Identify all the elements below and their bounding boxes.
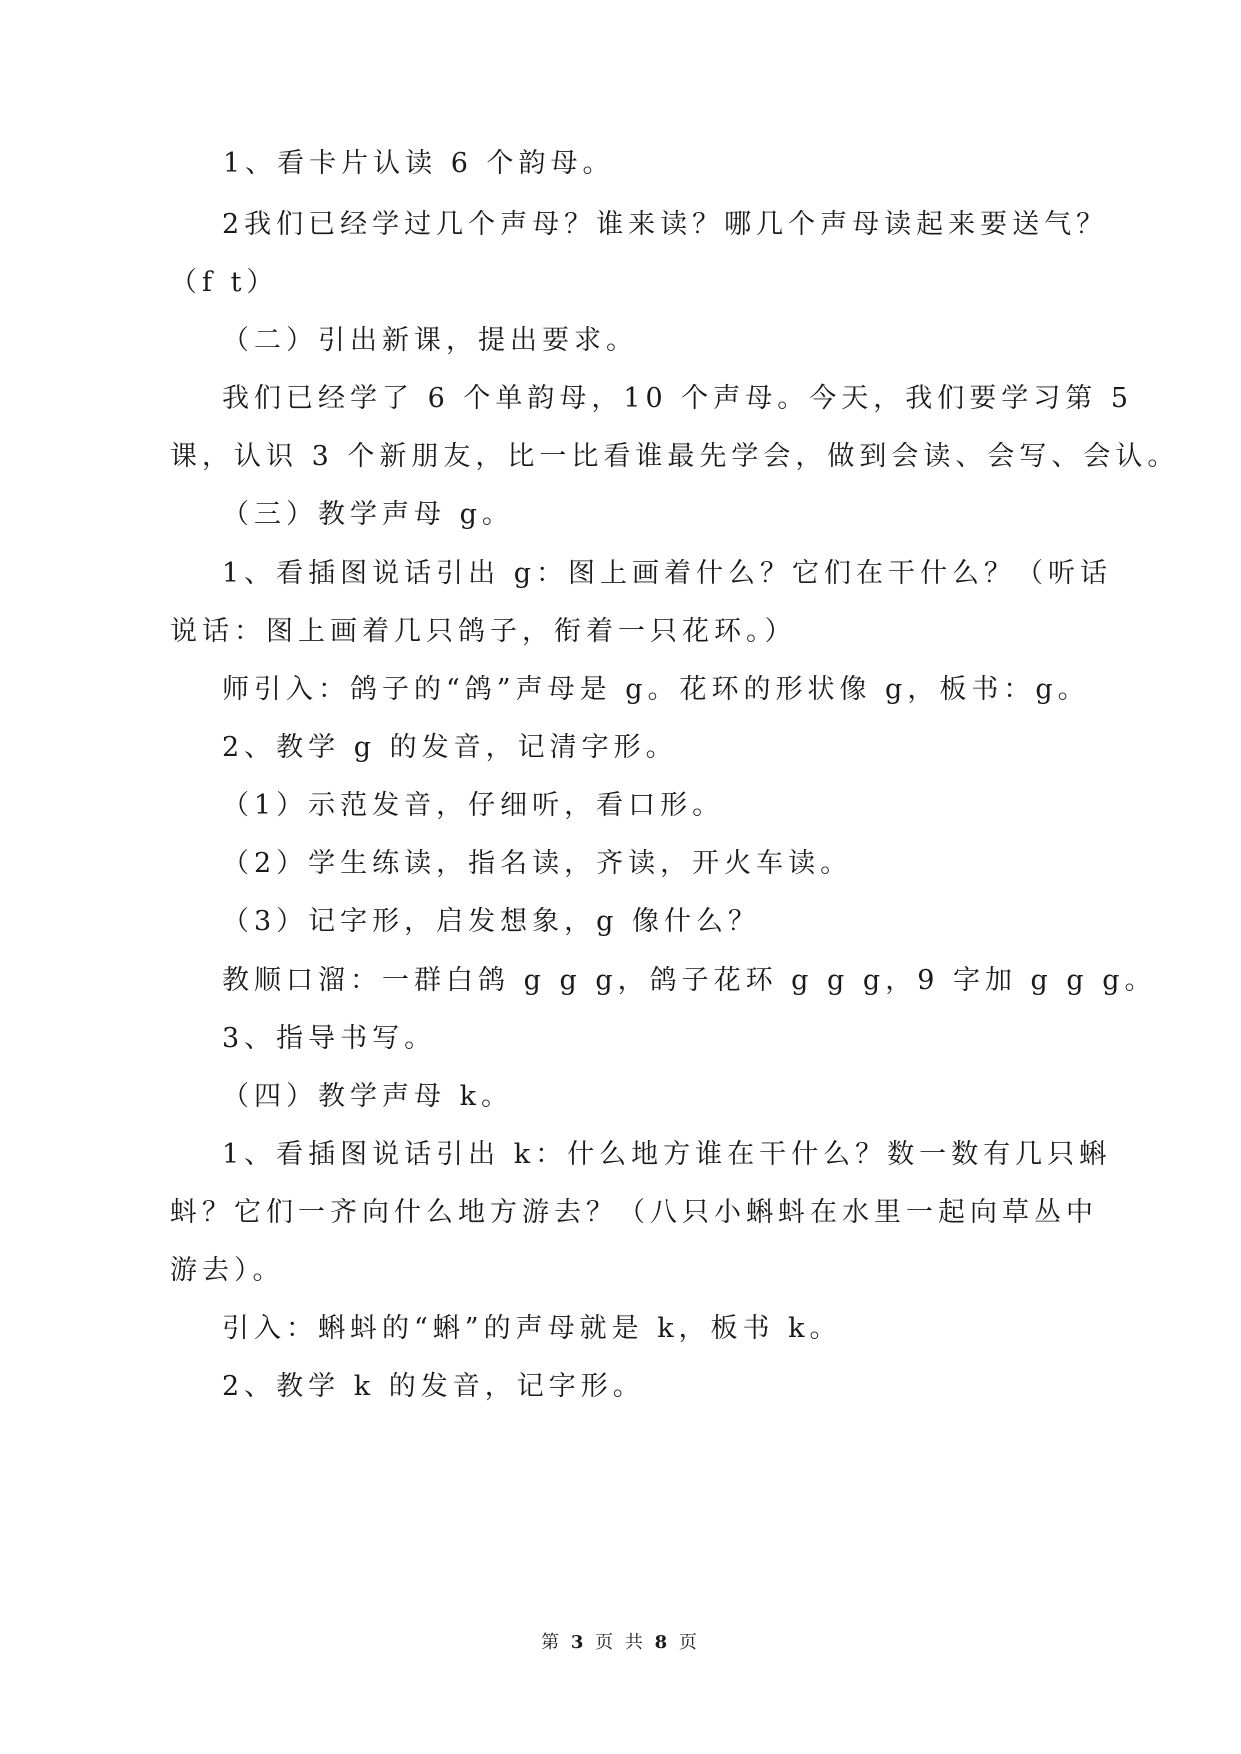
- paragraph-line: （1）示范发音，仔细听，看口形。: [222, 790, 725, 821]
- paragraph-line: 1、看卡片认读 6 个韵母。: [223, 148, 615, 179]
- paragraph-line: 蚪？它们一齐向什么地方游去？（八只小蝌蚪在水里一起向草丛中: [170, 1197, 1098, 1228]
- section-heading: （三）教学声母 g。: [222, 499, 514, 530]
- section-heading: （四）教学声母 k。: [222, 1081, 513, 1112]
- paragraph-line: 2、教学 k 的发音，记字形。: [222, 1371, 645, 1402]
- paragraph-line: 2我们已经学过几个声母？谁来读？哪几个声母读起来要送气？: [222, 209, 1109, 240]
- paragraph-line: 课，认识 3 个新朋友，比一比看谁最先学会，做到会读、会写、会认。: [170, 441, 1180, 472]
- paragraph-line: 教顺口溜：一群白鸽 g g g，鸽子花环 g g g，9 字加 g g g。: [222, 965, 1157, 996]
- paragraph-line: 我们已经学了 6 个单韵母，10 个声母。今天，我们要学习第 5: [222, 383, 1134, 414]
- paragraph-line: （2）学生练读，指名读，齐读，开火车读。: [222, 848, 853, 879]
- paragraph-line: 游去）。: [170, 1255, 285, 1286]
- footer-suffix: 页: [678, 1632, 700, 1653]
- paragraph-line: 引入：蝌蚪的“蝌”的声母就是 k，板书 k。: [222, 1313, 842, 1344]
- paragraph-line: （3）记字形，启发想象，g 像什么？: [222, 906, 761, 937]
- paragraph-line: 1、看插图说话引出 g：图上画着什么？它们在干什么？（听话: [222, 558, 1113, 589]
- footer-middle: 页 共: [595, 1632, 646, 1653]
- paragraph-line: 说话：图上画着几只鸽子，衔着一只花环。）: [170, 616, 797, 647]
- current-page-number: 3: [570, 1632, 587, 1653]
- paragraph-line: 2、教学 g 的发音，记清字形。: [222, 732, 678, 763]
- paragraph-line: 师引入：鸽子的“鸽”声母是 g。花环的形状像 g，板书：g。: [222, 674, 1090, 705]
- page-footer: [0, 1628, 1241, 1654]
- paragraph-line: 1、看插图说话引出 k：什么地方谁在干什么？数一数有几只蝌: [222, 1139, 1112, 1170]
- total-page-count: 8: [654, 1632, 671, 1653]
- paragraph-line: 3、指导书写。: [222, 1023, 437, 1054]
- section-heading: （二）引出新课，提出要求。: [222, 325, 638, 356]
- footer-prefix: 第: [541, 1632, 563, 1653]
- paragraph-line: （f t）: [170, 267, 279, 298]
